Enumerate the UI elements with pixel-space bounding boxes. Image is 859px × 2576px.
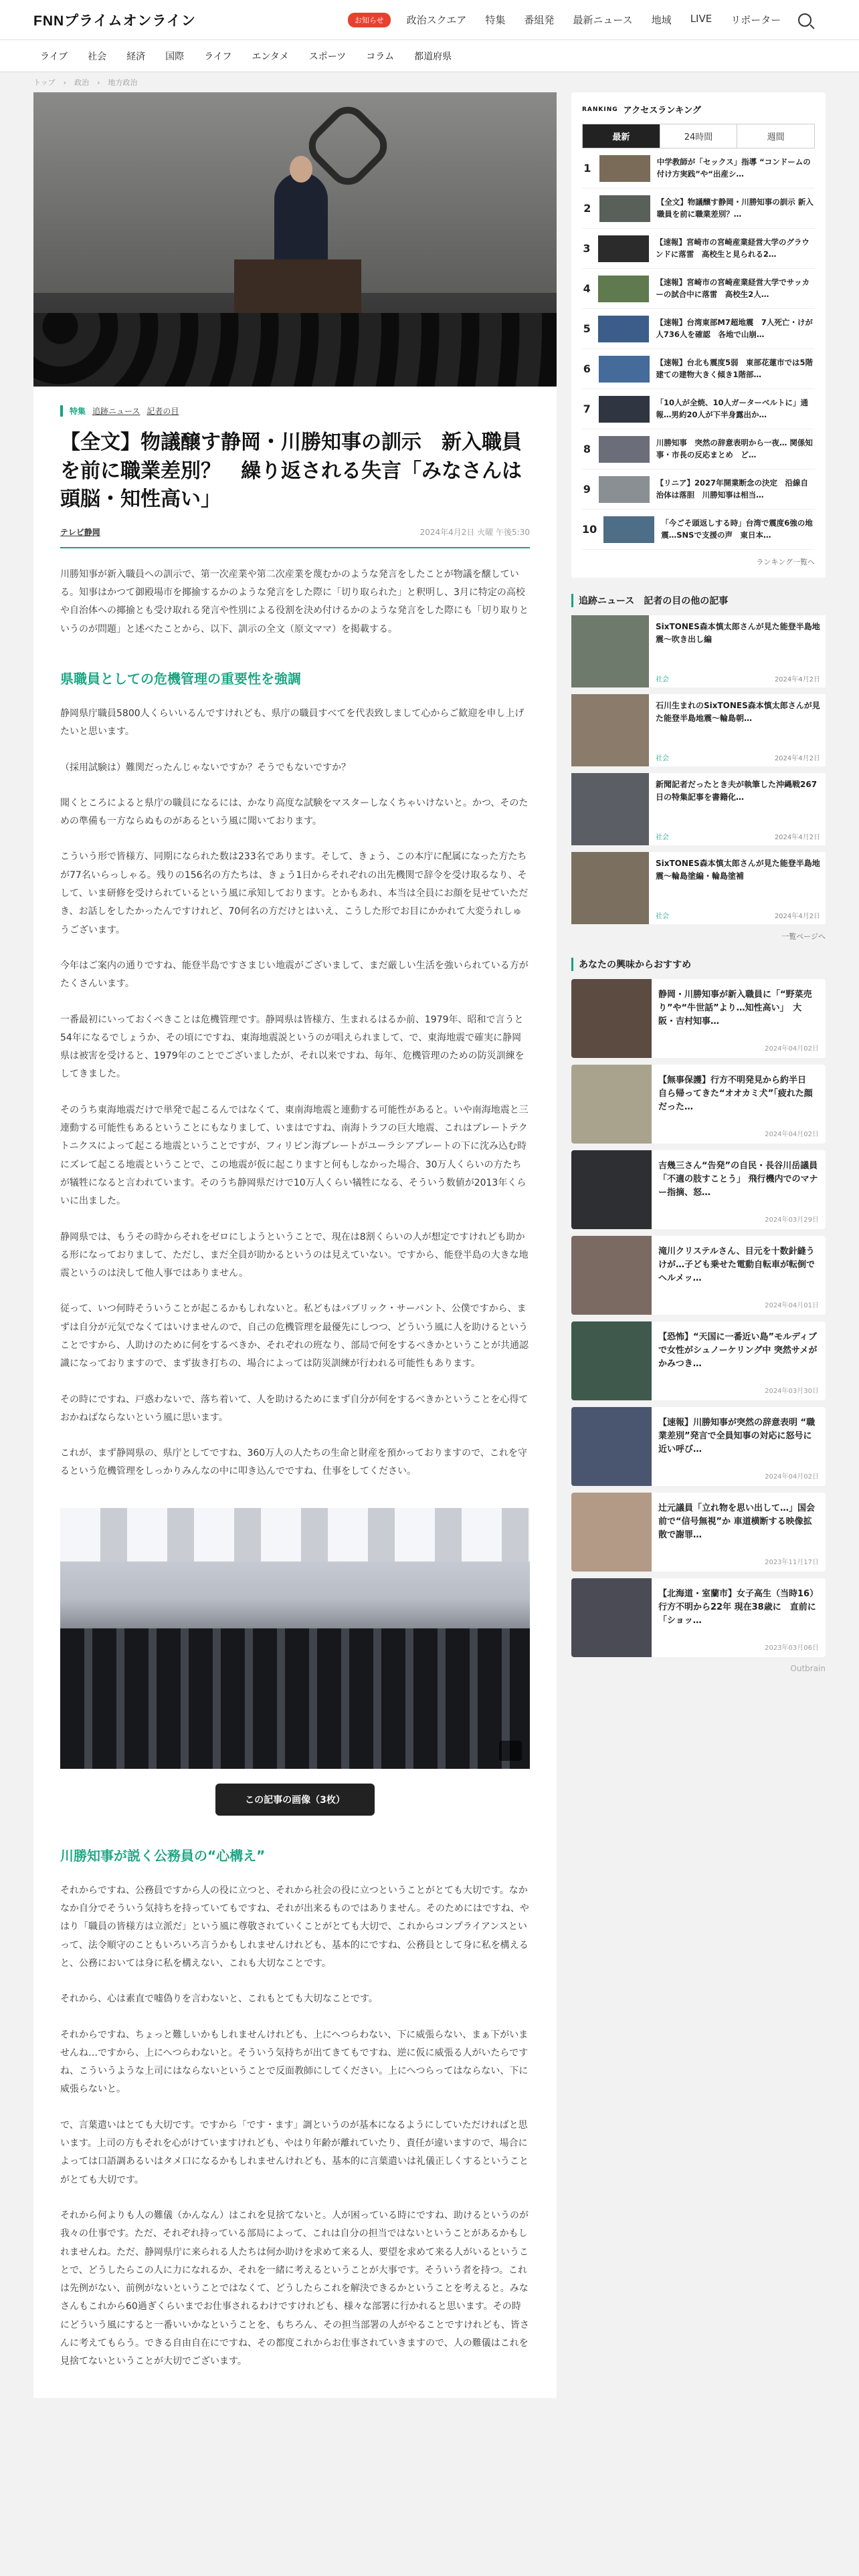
category-prefectures[interactable]: 都道府県 [414, 51, 452, 62]
thumbnail [599, 476, 650, 503]
section-heading: 川勝知事が説く公務員の“心構え” [60, 1847, 266, 1864]
tab-latest[interactable]: 最新 [583, 124, 660, 148]
recommend-item[interactable]: 【無事保護】行方不明発見から約半日 自ら帰ってきた“オオカミ犬”「疲れた顔だった… 2024年04月02日 [571, 1065, 826, 1144]
ranking-item[interactable]: 3 【速報】宮崎市の宮崎産業経営大学のグラウンドに落雷 高校生と見られる2… [582, 229, 815, 269]
category-column[interactable]: コラム [366, 51, 395, 62]
sidebar [571, 92, 826, 1673]
follow-news-title: 追跡ニュース 記者の目の他の記事 [571, 594, 826, 607]
article-photo[interactable] [60, 1508, 530, 1769]
tag-follow-news[interactable]: 追跡ニュース [92, 407, 140, 416]
paragraph: （採用試験は）難関だったんじゃないですか？そうでもないですか？ [60, 762, 351, 773]
nav-programs[interactable]: 番組発 [524, 14, 555, 26]
recommend-item[interactable]: 吉幾三さん“告発”の自民・長谷川岳議員「不適の肢すことう」 飛行機内でのマナー指摘、怒… 2024年03月29日 [571, 1150, 826, 1229]
recommend-item[interactable]: 【恐怖】“天国に一番近い島”モルディブで女性がシュノーケリング中 突然サメがかみつき… 2024年03月30日 [571, 1321, 826, 1400]
ranking-item[interactable]: 4 【速報】宮崎市の宮崎産業経営大学でサッカーの試合中に落雷 高校生2人… [582, 269, 815, 309]
thumbnail [571, 615, 649, 687]
nav-region[interactable]: 地域 [651, 14, 672, 26]
thumbnail [603, 516, 654, 543]
breadcrumb-top[interactable]: トップ [33, 78, 56, 87]
thumbnail [571, 979, 652, 1058]
recommend-item[interactable]: 【北海道・室蘭市】女子高生（当時16）行方不明から22年 現在38歳に 直前に「ショッ… 2023年03月06日 [571, 1578, 826, 1657]
article-intro: 川勝知事が新入職員への訓示で、第一次産業や第二次産業を蔑むかのような発言をしたことが物議を醸している。知事はかつて御殿場市を揶揄するかのような発言をした際に「切り取られた」と釈明し、3月に特定の高校や自治体への揶揄とも受け取れる発言や性別による役割を決め付けるかのような発言をした際にも「切り取りというのが問題」と述べたことから、以下、訓示の全文（原文ママ）を掲載する。 [60, 568, 529, 635]
recommend-item[interactable]: 辻元議員「立れ物を思い出して…」国会前で“信号無視”か 車道横断する映像拡散で謝罪… 2023年11月17日 [571, 1493, 826, 1572]
ranking-item[interactable]: 8 川勝知事 突然の辞意表明から一夜… 関係知事・市長の反応まとめ ど… [582, 429, 815, 469]
thumbnail [571, 1578, 652, 1657]
ranking-item[interactable]: 5 【速報】台湾東部M7超地震 7人死亡・けが人736人を確認 各地で山崩… [582, 309, 815, 349]
thumbnail [598, 235, 649, 262]
audience [33, 313, 557, 387]
paragraph: こういう形で皆様方、同期になられた数は233名であります。そして、きょう、この本庁に配属になった方たちが77名いらっしゃる。残りの156名の方たちは、きょう1日からそれぞれの出先機関で辞令を受け取るなり、そして、いま研修を受けられているという風に承知しております。とかもあれ、本当は全員にお顔を見せていただき、お話しをしたかったんですけれど、70何名の方だけとはいえ、こうした形でお目にかかれて大変うれしゅうございます。 [60, 851, 529, 936]
category-life[interactable]: ライフ [204, 51, 232, 62]
paragraph: で、言葉遣いはとても大切です。ですから「です・ます」調というのが基本になるようにしていただければと思います。上司の方もそれを心がけていますけれども、やはり年齢が離れていたり、責任が違いますので、場合によっては口語調あるいはタメ口になるかもしれませんけれども、基本的に言葉遣いは礼儀正しくするということがとても大切です。 [60, 2119, 529, 2185]
paragraph: それから何よりも人の難儀（かんなん）はこれを見捨てないと。人が困っている時にですね、助けるというのが我々の仕事です。ただ、それぞれ持っている部局によって、これは自分の担当ではないということがあるかもしれませんね。ただ、静岡県庁に来られる人たちは何か助けを求めて来る人、要望を求めて来る人がいるということで、どうしたらこの人に力になれるか、それを一緒に考えるということが大事です。そういう者を持つ。これは先例がない、前例がないということではなくて、どうしたらこれを解決できるかということを考えると。みなさんもこれから60過ぎくらいまでお仕事されるわけですけれども、様々な部署に行かれると思います。その時にどういう風にすると一番いいかなということを、もちろん、その担当部署の人がやることですけれども、皆さんに考えてもらう。できる自由自在にですね、その都度これからお仕事されていきますので、人の難儀はこれを見捨てないということが大切でございます。 [60, 2210, 529, 2367]
ranking-item[interactable]: 6 【速報】台北も震度5弱 東部花蓮市では5階建ての建物大きく傾き1階部… [582, 349, 815, 389]
category-economy[interactable]: 経済 [126, 51, 146, 62]
tab-24h[interactable]: 24時間 [660, 124, 738, 148]
tag-reporter-eye[interactable]: 記者の目 [147, 407, 179, 416]
notice-badge[interactable]: お知らせ [348, 13, 391, 27]
follow-news-item[interactable]: SixTONES森本慎太郎さんが見た能登半島地震～吹き出し編 社会 2024年4月2日 [571, 615, 826, 687]
recommend-item[interactable]: 静岡・川勝知事が新入職員に「“野菜売り”や“牛世話”より…知性高い」 大阪・吉村知事… 2024年04月02日 [571, 979, 826, 1058]
ranking-item[interactable]: 9 【リニア】2027年開業断念の決定 沿線自治体は落胆 川勝知事は相当… [582, 469, 815, 510]
publish-date: 2024年4月2日 火曜 午後5:30 [419, 527, 530, 537]
category-international[interactable]: 国際 [165, 51, 185, 62]
nav-live[interactable]: LIVE [690, 13, 712, 25]
ranking-item[interactable]: 10 「今ごそ頭返しする時」台湾で震度6強の地震…SNSで支援の声 東日本… [582, 510, 815, 550]
paragraph: 従って、いつ何時そういうことが起こるかもしれないと。私どもはパブリック・サーバント、公僕ですから、まずは自分が元気でなくてはいけませんので、自己の危機管理を最優先にしつつ、どういう風に人を助けるということですから、人助けのために何をするべきか、それぞれの班なり、部局で何をするべきかということが共通認識になっておりますので、まず抜き打ちの、場合によっては防災訓練が行われる可能性もあります。 [60, 1303, 529, 1370]
follow-news-item[interactable]: 石川生まれのSixTONES森本慎太郎さんが見た能登半島地震～輪島朝… 社会 2024年4月2日 [571, 694, 826, 766]
hero-photo [33, 92, 557, 387]
article-title: 【全文】物議醸す静岡・川勝知事の訓示 新入職員を前に職業差別？ 繰り返される失言「みなさんは頭脳・知性高い」 [60, 431, 522, 512]
thumbnail [599, 195, 650, 222]
breadcrumb: トップ › 政治 › 地方政治 [33, 78, 138, 87]
article-main [33, 92, 557, 2398]
thumbnail [571, 1321, 652, 1400]
ranking-item[interactable]: 2 【全文】物議醸す静岡・川勝知事の訓示 新入職員を前に職業差別？… [582, 189, 815, 229]
nav-reporter[interactable]: リポーター [731, 14, 781, 26]
category-bar [0, 40, 859, 72]
paragraph: これが、まず静岡県の、県庁としてですね、360万人の人たちの生命と財産を預かっておりますので、これを守るという危機管理をしっかりみんなの中に叩き込んでですね、仕事をしてください。 [60, 1448, 527, 1477]
thumbnail [599, 436, 650, 463]
thumbnail [571, 773, 649, 845]
thumbnail [599, 155, 650, 182]
recommend-item[interactable]: 滝川クリステルさん、目元を十数針縫うけが…子ども乗せた電動自転車が転倒で ヘルメッ… 2024年04月01日 [571, 1236, 826, 1315]
outbrain-logo[interactable]: Outbrain [790, 1664, 826, 1673]
ranking-item[interactable]: 1 中学教師が「セックス」指導 “コンドームの付け方実践”や“出産シ… [582, 148, 815, 189]
article-tags [60, 405, 530, 417]
thumbnail [571, 694, 649, 766]
follow-news-item[interactable]: SixTONES森本慎太郎さんが見た能登半島地震～輪島塗編・輪島塗補 社会 2024年4月2日 [571, 852, 826, 924]
thumbnail [599, 356, 650, 383]
paragraph: 聞くところによると県庁の職員になるには、かなり高度な試験をマスターしなくちゃいけないと。かつ、そのための準備も一方ならぬものがあるという風に聞いております。 [60, 797, 529, 827]
ranking-more-link[interactable]: ランキング一覧へ [756, 558, 815, 566]
ranking-item[interactable]: 7 「10人が全焼、10人ガーターベルトに」通報…男約20人が下半身露出か… [582, 389, 815, 429]
top-nav [407, 13, 781, 27]
recommend-item[interactable]: 【速報】川勝知事が突然の辞意表明 “職業差別”発言で全員知事の対応に怒号に近い呼び… 2024年04月02日 [571, 1407, 826, 1486]
category-society[interactable]: 社会 [88, 51, 107, 62]
thumbnail [571, 852, 649, 924]
thumbnail [571, 1493, 652, 1572]
category-sports[interactable]: スポーツ [308, 51, 347, 62]
section-heading: 県職員としての危機管理の重要性を強調 [60, 670, 301, 687]
article-images-button[interactable]: この記事の画像（3枚） [215, 1784, 375, 1816]
thumbnail [571, 1236, 652, 1315]
thumbnail [598, 276, 649, 302]
breadcrumb-politics[interactable]: 政治 [74, 78, 90, 87]
tab-weekly[interactable]: 週間 [767, 132, 785, 142]
follow-news-item[interactable]: 新聞記者だったとき夫が執筆した沖縄戦267日の特集記事を書籍化… 社会 2024年4月2日 [571, 773, 826, 845]
category-live[interactable]: ライブ [40, 51, 68, 62]
follow-more-link[interactable]: 一覧ページへ [781, 932, 826, 941]
paragraph: 静岡県庁職員5800人くらいいるんですけれども、県庁の職員すべてを代表致しまして心からご歓迎を申し上げたいと思います。 [60, 708, 524, 738]
paragraph: 今年はご案内の通りですね、能登半島ですさまじい地震がございまして、まだ厳しい生活を強いられている方がたくさんいます。 [60, 960, 529, 990]
ranking-label: RANKING [582, 106, 618, 113]
paragraph: それからですね、公務員ですから人の役に立つと、それから社会の役に立つということがとても大切です。なかなか自分でそういう気持ちを持っていてもですね、それが出来るものではありません。そのためにはですね、やはり「職員の皆様方は立派だ」という風に尊敬されていくことがとても大切で、これからコンプライアンスといって、法令順守のこともいろいろ言うかもしれませんけれども、基本的にですね、公務員として身に私を構えると、公務においては身に私を構えない、これも大切なことです。 [60, 1885, 529, 1969]
thumbnail [571, 1150, 652, 1229]
ranking-title: アクセスランキング [623, 106, 701, 116]
site-header [0, 0, 859, 40]
gallery-icon[interactable] [499, 1741, 522, 1761]
source-link[interactable]: テレビ静岡 [60, 527, 100, 537]
nav-feature[interactable]: 特集 [485, 14, 506, 26]
paragraph: 一番最初にいっておくべきことは危機管理です。静岡県は皆様方、生まれるはるか前、1979年、昭和で言うと54年になるでしょうか、その頃にですね、東海地震説というのが唱えられまして、で、東海地震で確実に静岡県は被害を受けると、1979年のことでございましたが、それ以来ですね、毎年、危機管理のための防災訓練をしてきました。 [60, 1014, 524, 1080]
paragraph: その時にですね、戸惑わないで、落ち着いて、人を助けるためにまず自分が何をするべきかということを心得ておかねばならないという風に思います。 [60, 1394, 529, 1423]
breadcrumb-local-politics[interactable]: 地方政治 [108, 78, 138, 87]
recommend-title: あなたの興味からおすすめ [571, 958, 826, 971]
ranking-tabs [582, 124, 815, 148]
paragraph: それからですね、ちょっと難しいかもしれませんけれども、上にへつらわない、下に威張らない、まぁ下がいませんね…ですから、上にへつらわないと。そういう気持ちが出てきてもですね、逆に仮に威張る人がいたらですね、こういうような上司にはならないということで反面教師にしてください。上にへつらってはならない、下に威張らないと。 [60, 2029, 529, 2095]
search-icon[interactable] [798, 13, 812, 27]
paragraph: それから、心は素直で嘘偽りを言わないと、これもとても大切なことです。 [60, 1994, 378, 2005]
thumbnail [571, 1065, 652, 1144]
category-entertainment[interactable]: エンタメ [252, 51, 289, 62]
site-logo[interactable]: FNNプライムオンライン [33, 13, 196, 29]
audience [60, 1628, 530, 1769]
tag-feature: 特集 [70, 407, 86, 416]
ranking-box [571, 92, 826, 578]
thumbnail [598, 316, 649, 342]
nav-latest-news[interactable]: 最新ニュース [573, 14, 633, 26]
paragraph: そのうち東海地震だけで単発で起こるんではなくて、東南海地震と連動する可能性があると。いや南海地震と三連動する可能性もあるということにもなりまして、いまはですね、南海トラフの巨大地震、これはプレートテクトニクスによって起こる地震ということですが、フィリピン海プレートがユーラシアプレートの下に沈み込む時にズレて起こる地震ということで、この地震が仮に起こりますと何もしなかった場合、30万人くらいの方たちが犠牲になると言われています。そのうち静岡県だけで10万人くらい犠牲になる、そういう数値が2013年くらいに出ました。 [60, 1104, 529, 1207]
nav-politics-square[interactable]: 政治スクエア [406, 14, 467, 26]
thumbnail [599, 396, 650, 423]
paragraph: 静岡県では、もうその時からそれをゼロにしようということで、現在は8割くらいの人が想定ですけれども助かる形になっておりまして、ただし、まだ全員が助かるというのは見えていない。ですから、能登半島の大きな地震というのは決して他人事ではありません。 [60, 1231, 529, 1279]
byline [60, 526, 530, 548]
thumbnail [571, 1407, 652, 1486]
